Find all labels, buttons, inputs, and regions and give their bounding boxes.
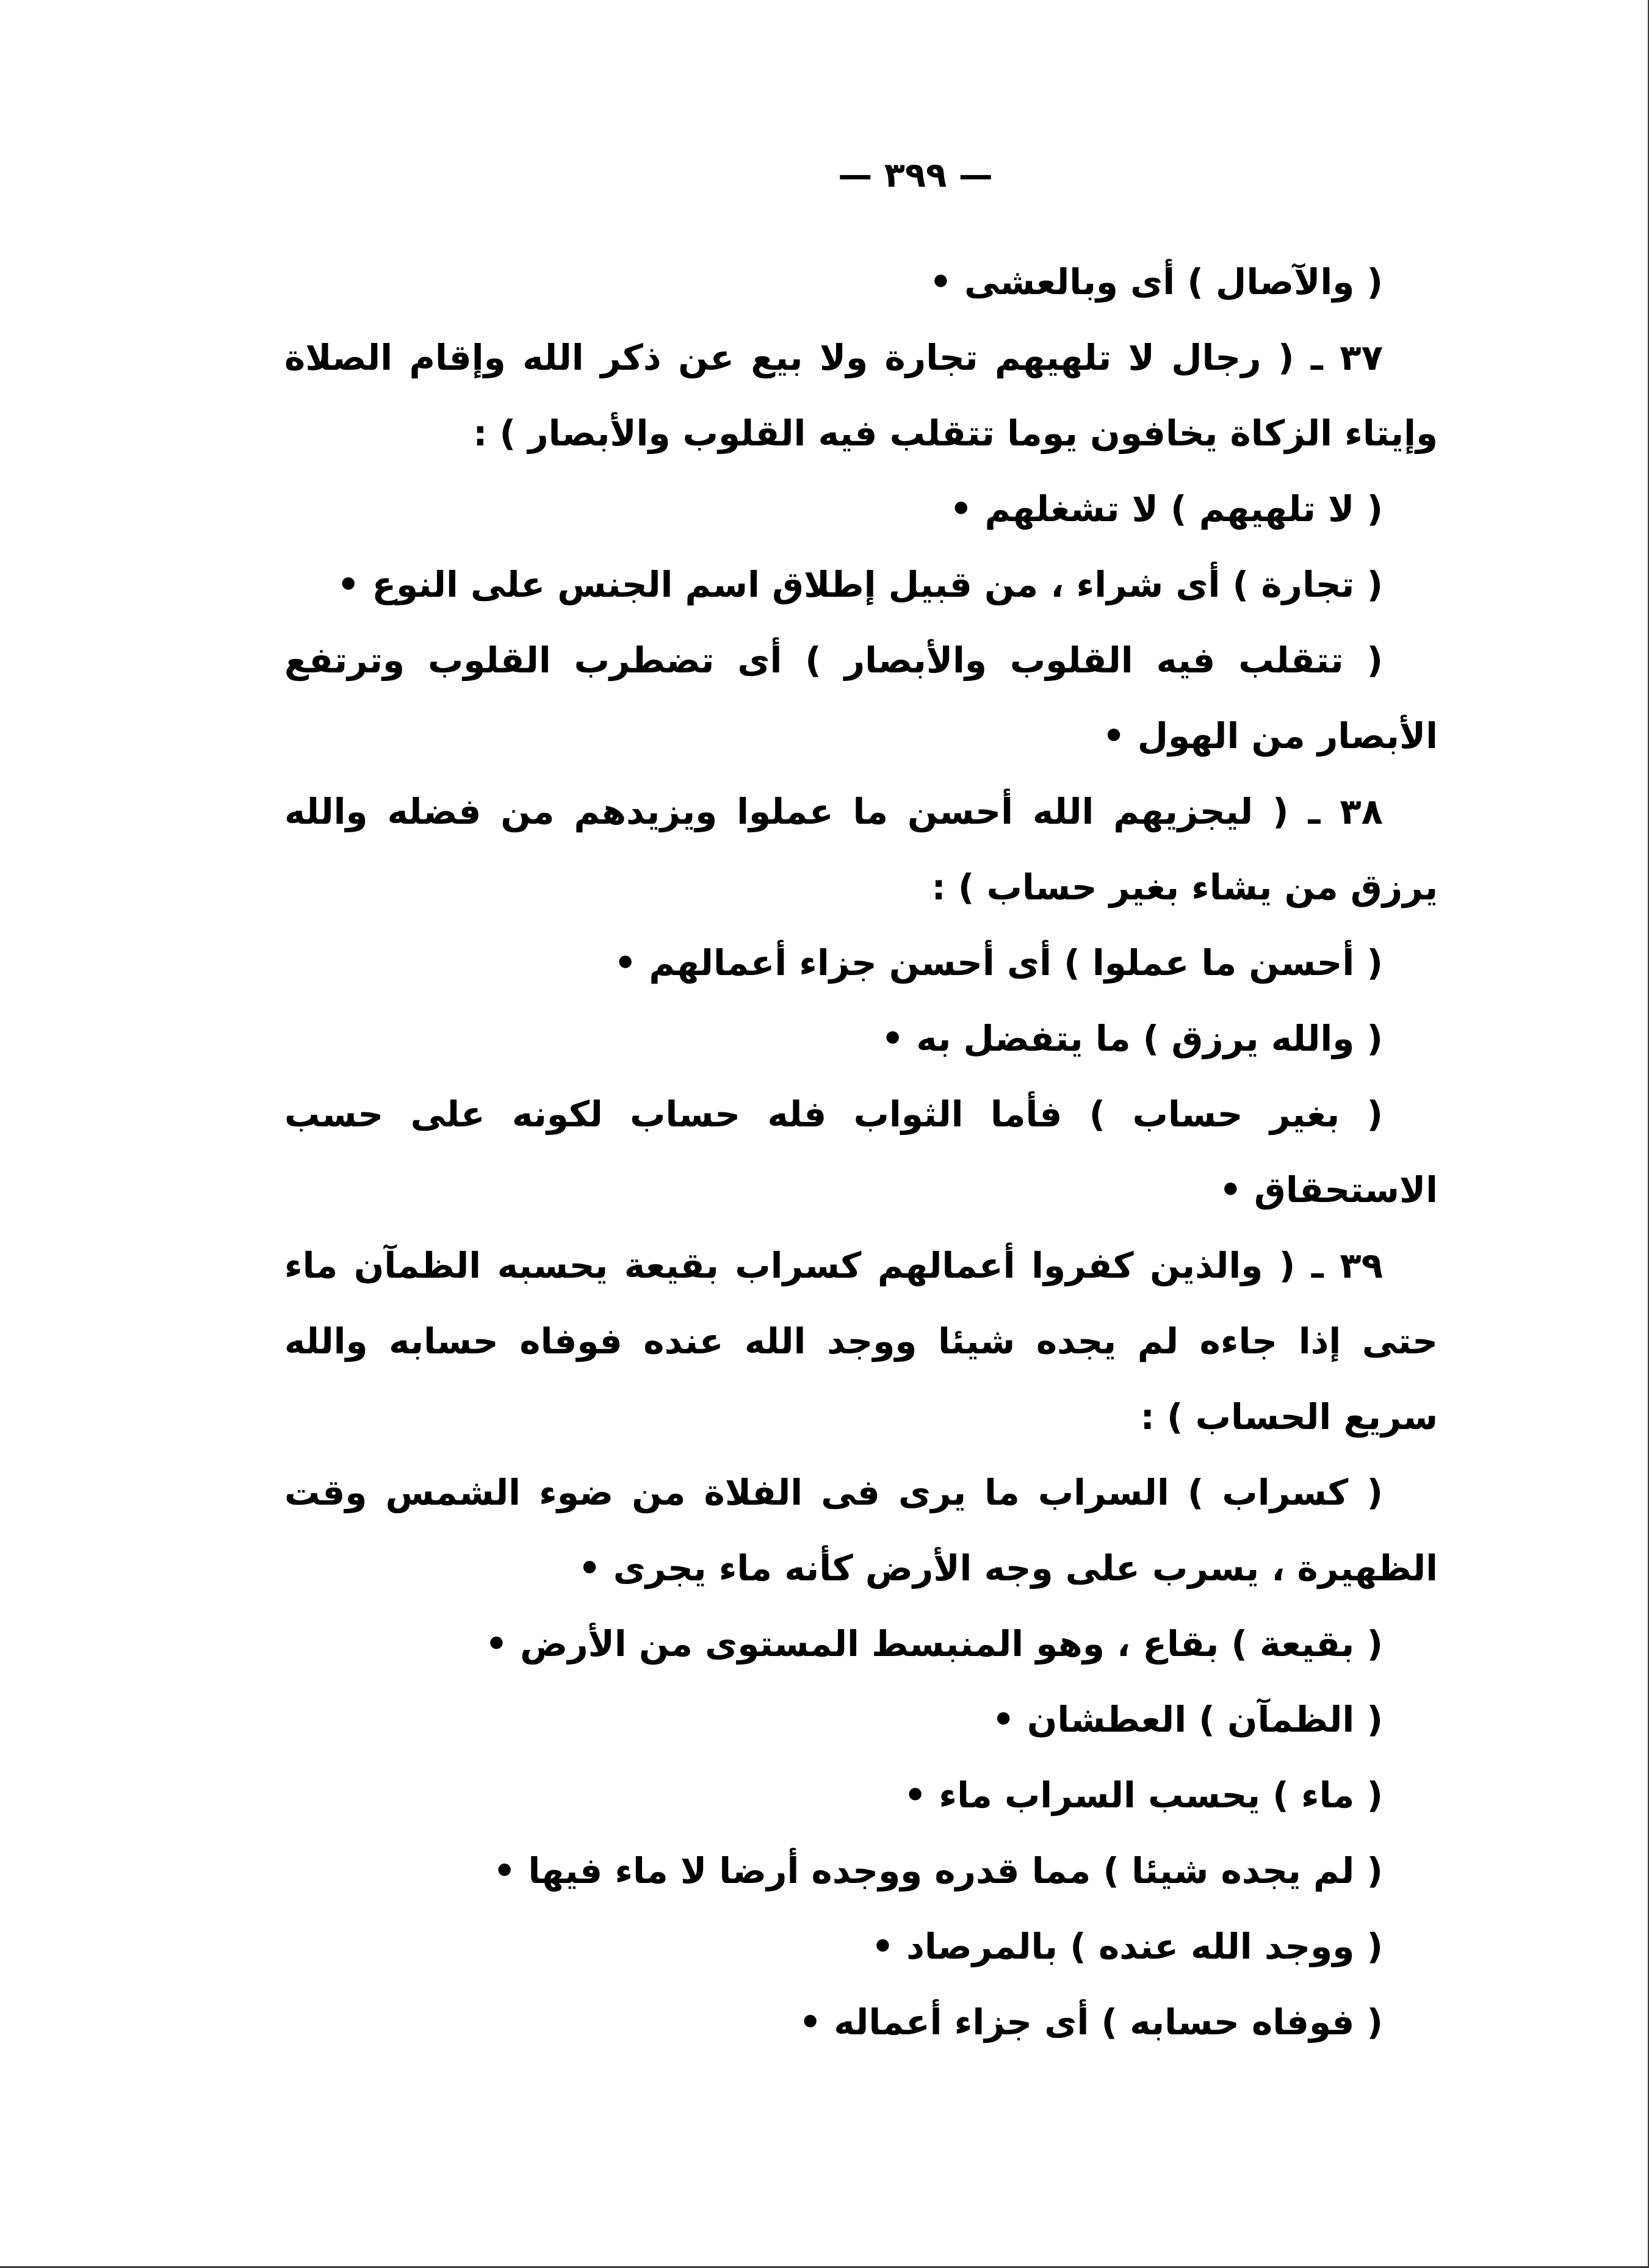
paragraph: ( بقيعة ) بقاع ، وهو المنبسط المستوى من الأرض • xyxy=(485,1623,1383,1665)
paragraph: ( الظمآن ) العطشان • xyxy=(992,1699,1383,1740)
paragraph: ( كسراب ) السراب ما يرى فى الفلاة من ضوء الشمس وقت الظهيرة ، يسرب على وجه الأرض كأنه ماء يجرى • xyxy=(284,1472,1438,1589)
paragraph: ( تتقلب فيه القلوب والأبصار ) أى تضطرب القلوب وترتفع الأبصار من الهول • xyxy=(284,639,1438,757)
paragraph: ( أحسن ما عملوا ) أى أحسن جزاء أعمالهم • xyxy=(614,942,1383,984)
paragraph: ( لم يجده شيئا ) مما قدره ووجده أرضا لا ماء فيها • xyxy=(493,1850,1383,1892)
paragraph: ( والله يرزق ) ما يتفضل به • xyxy=(881,1018,1383,1059)
paragraph: ٣٧ ـ ( رجال لا تلهيهم تجارة ولا بيع عن ذكر الله وإقام الصلاة وإيتاء الزكاة يخافون يوما تتقلب فيه القلوب والأبصار ) : xyxy=(284,337,1438,454)
paragraph: ( والآصال ) أى وبالعشى • xyxy=(929,261,1383,303)
paragraph: ٣٩ ـ ( والذين كفروا أعمالهم كسراب بقيعة يحسبه الظمآن ماء حتى إذا جاءه لم يجده شيئا ووجد الله عنده فوفاه حسابه والله سريع الحساب ) : xyxy=(284,1245,1438,1438)
paragraph: ( ماء ) يحسب السراب ماء • xyxy=(904,1774,1383,1816)
page-body xyxy=(284,244,1438,2060)
paragraph: ( ووجد الله عنده ) بالمرصاد • xyxy=(871,1926,1383,1967)
paragraph: ( لا تلهيهم ) لا تشغلهم • xyxy=(950,488,1383,530)
paragraph: ( تجارة ) أى شراء ، من قبيل إطلاق اسم الجنس على النوع • xyxy=(337,564,1383,605)
paragraph: ٣٨ ـ ( ليجزيهم الله أحسن ما عملوا ويزيدهم من فضله والله يرزق من يشاء بغير حساب ) : xyxy=(284,791,1438,908)
paragraph: ( بغير حساب ) فأما الثواب فله حساب لكونه على حسب الاستحقاق • xyxy=(284,1093,1438,1211)
paragraph: ( فوفاه حسابه ) أى جزاء أعماله • xyxy=(799,2001,1383,2043)
page-number: — ٣٩٩ — xyxy=(838,156,993,195)
